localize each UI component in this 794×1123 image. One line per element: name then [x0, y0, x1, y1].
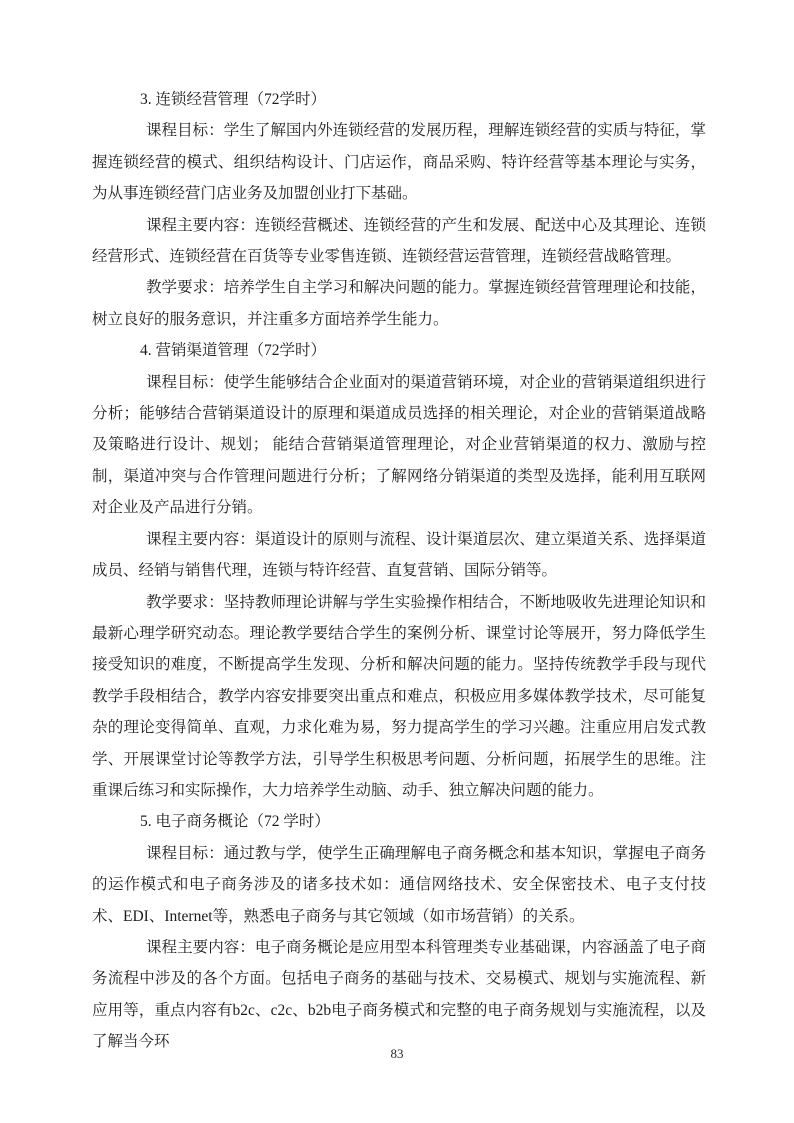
page-number-footer: 83 [390, 1046, 404, 1061]
section-heading: 4. 营销渠道管理（72学时） [140, 342, 327, 360]
paragraph-teaching-requirements: 教学要求：坚持教师理论讲解与学生实验操作相结合，不断地吸收先进理论知识和最新心理学研究动态。理论教学要结合学生的案例分析、课堂讨论等展开，努力降低学生接受知识的难度，不断提高学生发现、分析和解决问题的能力。坚持传统教学手段与现代教学手段相结合，教学内容安排要突出重点和难点，积极应用多媒体教学技术，尽可能复杂的理论变得简单、直观，力求化难为易，努力提高学生的学习兴趣。注重应用启发式教学、开展课堂讨论等教学方法，引导学生积极思考问题、分析问题，拓展学生的思维。注重课后练习和实际操作，大力培养学生动脑、动手、独立解决问题的能力。 [92, 593, 706, 799]
paragraph-teaching-requirements: 教学要求：培养学生自主学习和解决问题的能力。掌握连锁经营管理理论和技能，树立良好的服务意识，并注重多方面培养学生能力。 [92, 279, 706, 328]
paragraph-course-content: 课程主要内容：电子商务概论是应用型本科管理类专业基础课，内容涵盖了电子商务流程中涉及的各个方面。包括电子商务的基础与技术、交易模式、规划与实施流程、新应用等，重点内容有b2c、c2c、b2b电子商务模式和完整的电子商务规划与实施流程，以及了解当今环 [92, 938, 706, 1051]
section-heading: 5. 电子商务概论（72 学时） [140, 813, 330, 831]
paragraph-course-content: 课程主要内容：连锁经营概述、连锁经营的产生和发展、配送中心及其理论、连锁经营形式、连锁经营在百货等专业零售连锁、连锁经营运营管理，连锁经营战略管理。 [92, 216, 706, 266]
section-ecommerce-introduction [92, 806, 706, 1057]
paragraph-course-objectives: 课程目标：使学生能够结合企业面对的渠道营销环境，对企业的营销渠道组织进行分析；能够结合营销渠道设计的原理和渠道成员选择的相关理论，对企业的营销渠道战略及策略进行设计、规划； 能结合营销渠道管理理论，对企业营销渠道的权力、激励与控制，渠道冲突与合作管理问题进行分析；了解网络分销渠道的类型及选择，能利用互联网对企业及产品进行分销。 [92, 373, 706, 517]
paragraph-course-objectives: 课程目标：学生了解国内外连锁经营的发展历程，理解连锁经营的实质与特征，掌握连锁经营的模式、组织结构设计、门店运作，商品采购、特许经营等基本理论与实务，为从事连锁经营门店业务及加盟创业打下基础。 [92, 122, 706, 203]
document-body [92, 84, 706, 1058]
paragraph-course-content: 课程主要内容：渠道设计的原则与流程、设计渠道层次、建立渠道关系、选择渠道成员、经销与销售代理，连锁与特许经营、直复营销、国际分销等。 [92, 530, 706, 580]
section-marketing-channel-management [92, 335, 706, 806]
paragraph-course-objectives: 课程目标：通过教与学，使学生正确理解电子商务概念和基本知识，掌握电子商务的运作模式和电子商务涉及的诸多技术如：通信网络技术、安全保密技术、电子支付技术、EDI、Internet等，熟悉电子商务与其它领域（如市场营销）的关系。 [92, 844, 706, 925]
section-heading: 3. 连锁经营管理（72学时） [140, 91, 327, 108]
section-chain-operation-management [92, 84, 706, 335]
